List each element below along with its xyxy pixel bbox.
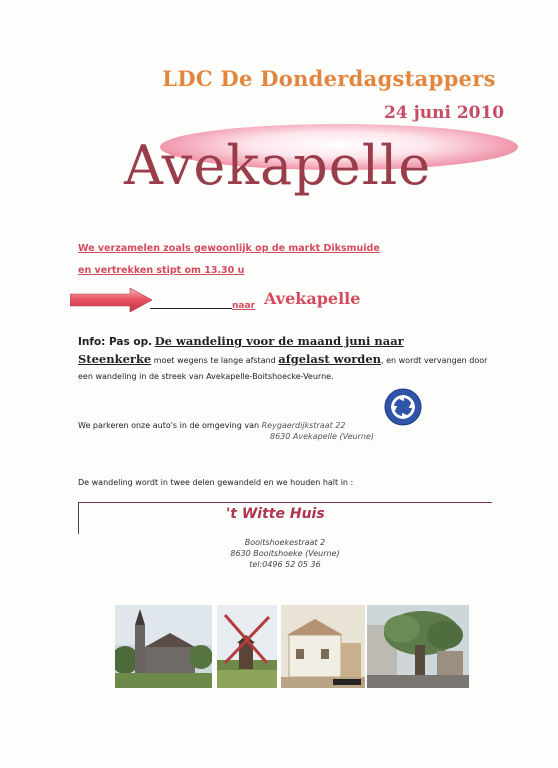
roundabout-sign-icon	[384, 388, 422, 426]
venue-phone: tel:0496 52 05 36	[249, 560, 321, 569]
venue-name: 't Witte Huis	[226, 506, 325, 522]
parking-intro: We parkeren onze auto's in de omgeving van	[78, 421, 260, 430]
info-mid: moet wegens te lange afstand	[151, 356, 279, 365]
venue-city: 8630 Booitshoeke (Veurne)	[230, 549, 340, 558]
page-title: Avekapelle	[124, 134, 432, 197]
parking-city: 8630 Avekapelle (Veurne)	[270, 432, 374, 441]
building-photo	[281, 605, 365, 688]
windmill-photo	[217, 605, 277, 688]
destination: Avekapelle	[264, 289, 361, 308]
info-emph-1: De wandeling voor de maand juni naar	[154, 334, 404, 348]
meeting-line-1: We verzamelen zoals gewoonlijk op de markt Diksmuide	[78, 243, 380, 254]
info-paragraph	[78, 333, 498, 385]
parking-text	[78, 421, 345, 430]
info-emph-3: afgelast worden	[278, 352, 382, 366]
info-emph-2: Steenkerke	[78, 352, 152, 366]
tree-photo	[367, 605, 469, 688]
club-title: LDC De Donderdagstappers	[162, 66, 496, 91]
info-label: Info: Pas op.	[78, 336, 153, 348]
venue-street: Booitshoekestraat 2	[244, 538, 326, 547]
church-photo	[115, 605, 212, 688]
meeting-line-2: en vertrekken stipt om 13.30 u	[78, 265, 245, 276]
parking-street: Reygaerdijkstraat 22	[261, 421, 346, 430]
section-divider	[78, 502, 492, 503]
section-border	[78, 502, 79, 534]
naar-label: naar	[232, 301, 255, 311]
event-date: 24 juni 2010	[384, 103, 505, 123]
arrow-right-icon	[70, 288, 152, 312]
info-tail: , en wordt vervangen door een wandeling in de streek van Avekapelle-Boitshoecke-Veurne.	[78, 356, 488, 381]
walk-text: De wandeling wordt in twee delen gewandeld en we houden halt in :	[78, 478, 354, 487]
underline-divider	[150, 308, 232, 309]
